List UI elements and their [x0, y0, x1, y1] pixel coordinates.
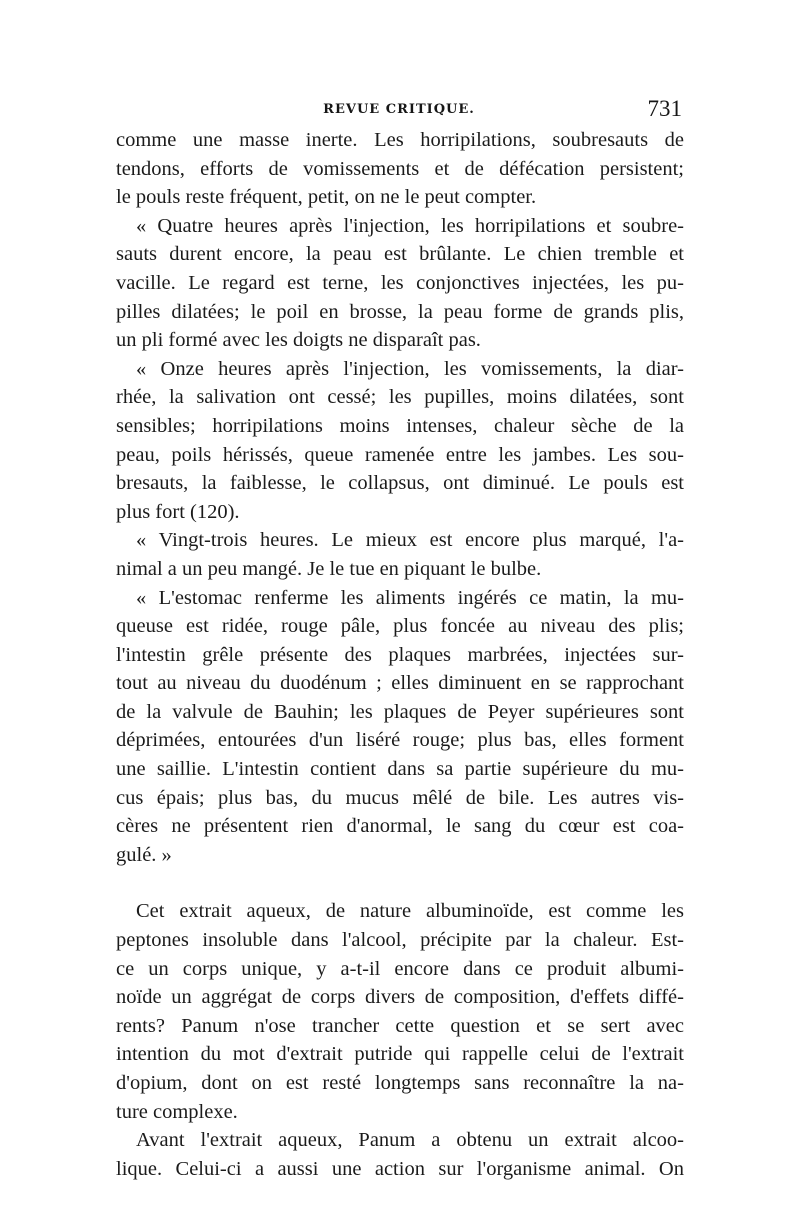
text-line: noïde un aggrégat de corps divers de composition, d'effets diffé-	[116, 986, 684, 1009]
text-line: « Quatre heures après l'injection, les horripilations et soubre-	[136, 214, 684, 237]
text-line: peau, poils hérissés, queue ramenée entre les jambes. Les sou-	[116, 443, 684, 466]
text-line: tendons, efforts de vomissements et de défécation persistent;	[116, 157, 684, 180]
text-line: tout au niveau du duodénum ; elles diminuent en se rapprochant	[116, 672, 684, 695]
paragraph	[116, 212, 684, 355]
text-line: « L'estomac renferme les aliments ingérés ce matin, la mu-	[136, 586, 684, 609]
body-text	[116, 126, 684, 1183]
text-line: ce un corps unique, y a-t-il encore dans ce produit albumi-	[116, 957, 684, 980]
text-line: comme une masse inerte. Les horripilations, soubresauts de	[116, 129, 684, 151]
text-line: lique. Celui-ci a aussi une action sur l'organisme animal. On	[116, 1157, 684, 1180]
text-line: sauts durent encore, la peau est brûlante. Le chien tremble et	[116, 243, 684, 266]
text-line: le pouls reste fréquent, petit, on ne le peut compter.	[116, 186, 537, 209]
text-line: Cet extrait aqueux, de nature albuminoïde, est comme les	[136, 900, 684, 923]
text-line: ture complexe.	[116, 1100, 238, 1123]
text-line: rents? Panum n'ose trancher cette question et se sert avec	[116, 1014, 684, 1037]
text-line: l'intestin grêle présente des plaques marbrées, injectées sur-	[116, 643, 684, 666]
paragraph	[116, 897, 684, 1126]
paragraph	[116, 526, 684, 583]
running-header	[116, 94, 682, 120]
text-line: intention du mot d'extrait putride qui rappelle celui de l'extrait	[116, 1043, 684, 1066]
text-line: « Vingt-trois heures. Le mieux est encore plus marqué, l'a-	[136, 529, 684, 552]
text-line: déprimées, entourées d'un liséré rouge; plus bas, elles forment	[116, 729, 684, 752]
text-line: vacille. Le regard est terne, les conjonctives injectées, les pu-	[116, 271, 684, 294]
page-number: 731	[647, 96, 682, 121]
text-line: d'opium, dont on est resté longtemps sans reconnaître la na-	[116, 1072, 684, 1094]
text-line: cères ne présentent rien d'anormal, le sang du cœur est coa-	[116, 815, 684, 838]
text-line: Avant l'extrait aqueux, Panum a obtenu un extrait alcoo-	[136, 1129, 684, 1152]
text-line: pilles dilatées; le poil en brosse, la peau forme de grands plis,	[116, 300, 684, 323]
text-line: peptones insoluble dans l'alcool, précipite par la chaleur. Est-	[116, 929, 684, 952]
text-line: de la valvule de Bauhin; les plaques de Peyer supérieures sont	[116, 700, 684, 723]
running-title: REVUE CRITIQUE.	[323, 102, 475, 117]
paragraph	[116, 584, 684, 870]
text-line: une saillie. L'intestin contient dans sa partie supérieure du mu-	[116, 758, 684, 781]
paragraph	[116, 355, 684, 527]
text-line: « Onze heures après l'injection, les vomissements, la diar-	[136, 357, 684, 380]
text-line: queuse est ridée, rouge pâle, plus foncée au niveau des plis;	[116, 615, 684, 638]
text-line: nimal a un peu mangé. Je le tue en piquant le bulbe.	[116, 557, 542, 580]
text-line: plus fort (120).	[116, 500, 240, 523]
text-line: un pli formé avec les doigts ne disparaît pas.	[116, 329, 481, 352]
text-line: gulé. »	[116, 843, 172, 866]
paragraph	[116, 126, 684, 212]
paragraph	[116, 1126, 684, 1183]
text-line: cus épais; plus bas, du mucus mêlé de bile. Les autres vis-	[116, 786, 684, 809]
section-gap	[116, 869, 684, 897]
text-line: bresauts, la faiblesse, le collapsus, ont diminué. Le pouls est	[116, 472, 684, 495]
text-line: rhée, la salivation ont cessé; les pupilles, moins dilatées, sont	[116, 386, 684, 409]
text-line: sensibles; horripilations moins intenses, chaleur sèche de la	[116, 414, 684, 437]
